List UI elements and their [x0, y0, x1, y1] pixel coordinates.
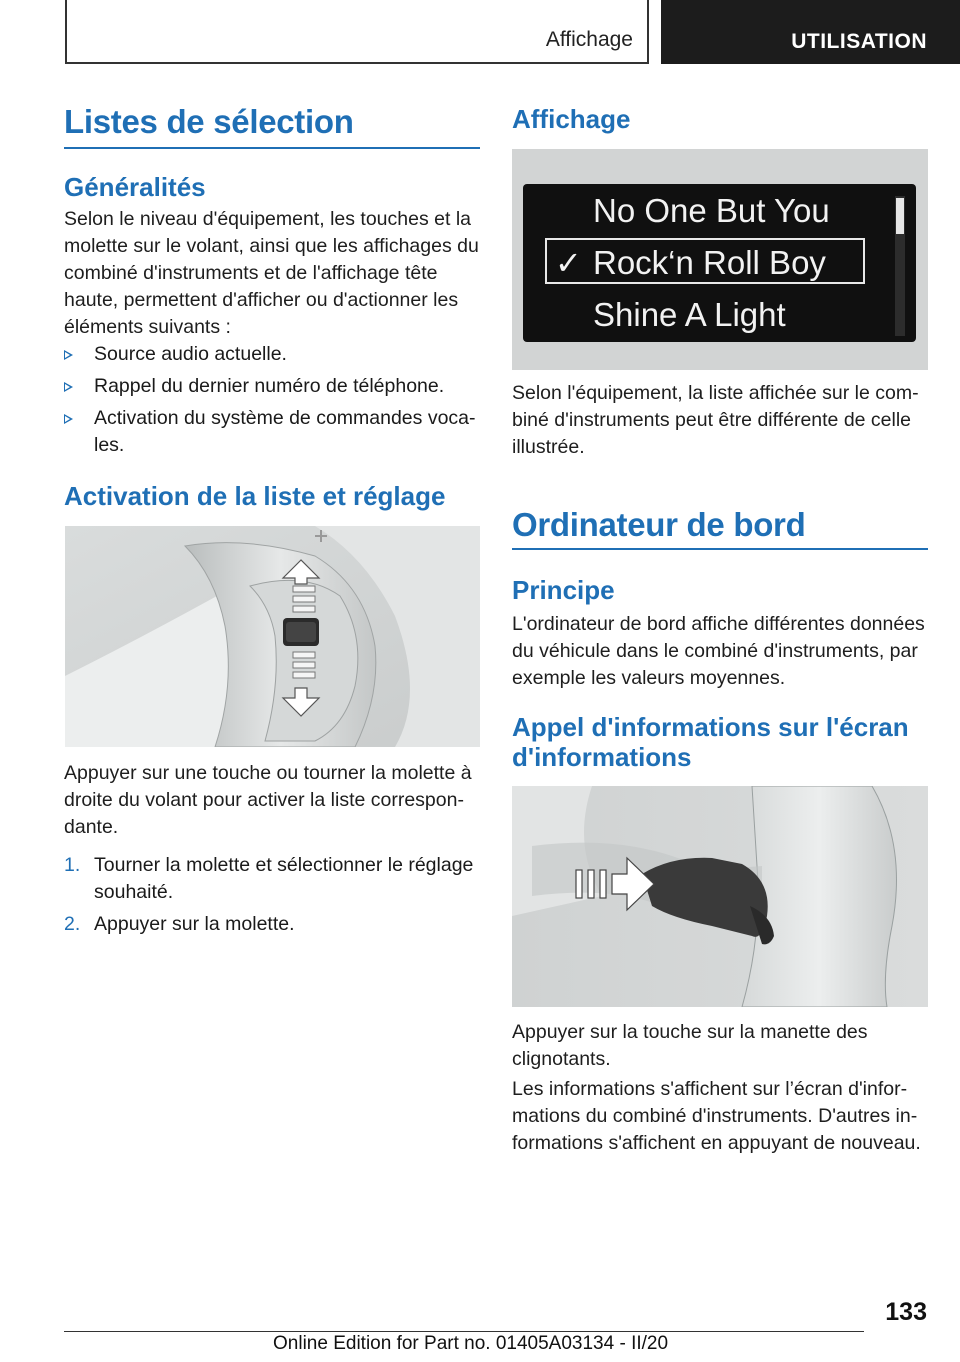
heading-affichage: Affichage	[512, 104, 631, 134]
title-rule	[512, 548, 928, 550]
triangle-bullet-icon	[64, 414, 73, 424]
generalites-intro: Selon le niveau d'équipement, les touches et la molette sur le volant, ainsi que les affichages du combiné d'instruments et de l'affichage tête haute, permettent d'afficher ou d'actionner les éléments suivants :	[64, 208, 479, 338]
step-text: Appuyer sur la molette.	[94, 913, 295, 935]
footer-rule	[64, 1331, 864, 1332]
step-number: 1.	[64, 854, 81, 876]
display-list-illustration	[512, 149, 928, 370]
steering-wheel-illustration	[65, 526, 480, 747]
heading-generalites: Généralités	[64, 172, 206, 202]
section-title-ordinateur: Ordinateur de bord	[512, 506, 806, 543]
list-item: Source audio actuelle.	[64, 341, 480, 368]
heading-principe: Principe	[512, 575, 615, 605]
header-section-label: Affichage	[545, 28, 633, 51]
principe-text: L'ordinateur de bord affiche différentes données du véhicule dans le combiné d'instruments, par exemple les valeurs moyennes.	[512, 613, 925, 689]
appel-caption-2: Les informations s'affichent sur l’écran d'informations du combiné d'instruments. D'autres informations s'affichent en appuyant de nouveau.	[512, 1078, 921, 1154]
footer-edition: Online Edition for Part no. 01405A03134 - II/20	[273, 1333, 669, 1354]
list-item: Rappel du dernier numéro de téléphone.	[64, 373, 480, 400]
affichage-caption: Selon l'équipement, la liste affichée sur le combiné d'instruments peut être différente de celle illustrée.	[512, 382, 919, 458]
list-item	[64, 911, 480, 938]
step-text: Tourner la molette et sélectionner le réglage souhaité.	[94, 854, 474, 903]
appel-caption-1: Appuyer sur la touche sur la manette des clignotants.	[512, 1021, 868, 1070]
turn-signal-lever-illustration	[512, 786, 928, 1007]
heading-appel: Appel d'informations sur l'écran d'informations	[512, 712, 909, 772]
list-item	[64, 852, 480, 906]
header-section-tab	[65, 0, 649, 64]
page-number: 133	[885, 1298, 927, 1326]
screen-list-item: Shine A Light	[593, 296, 786, 333]
list-item: Activation du système de commandes vocales.	[64, 405, 480, 459]
check-icon: ✓	[555, 245, 582, 281]
triangle-bullet-icon	[64, 350, 73, 360]
screen-list-item: No One But You	[593, 192, 830, 229]
step-number: 2.	[64, 913, 81, 935]
header-chapter-tab	[661, 0, 960, 64]
title-rule	[64, 147, 480, 149]
header-chapter-label: UTILISATION	[791, 30, 927, 53]
section-title-listes: Listes de sélection	[64, 103, 354, 140]
screen-scroll-thumb	[896, 198, 904, 234]
screen-list-item: Rock‘n Roll Boy	[593, 244, 826, 281]
triangle-bullet-icon	[64, 382, 73, 392]
activation-caption: Appuyer sur une touche ou tourner la molette à droite du volant pour activer la liste correspondante.	[64, 762, 472, 838]
heading-activation: Activation de la liste et réglage	[64, 481, 446, 511]
instrument-screen	[523, 184, 916, 342]
